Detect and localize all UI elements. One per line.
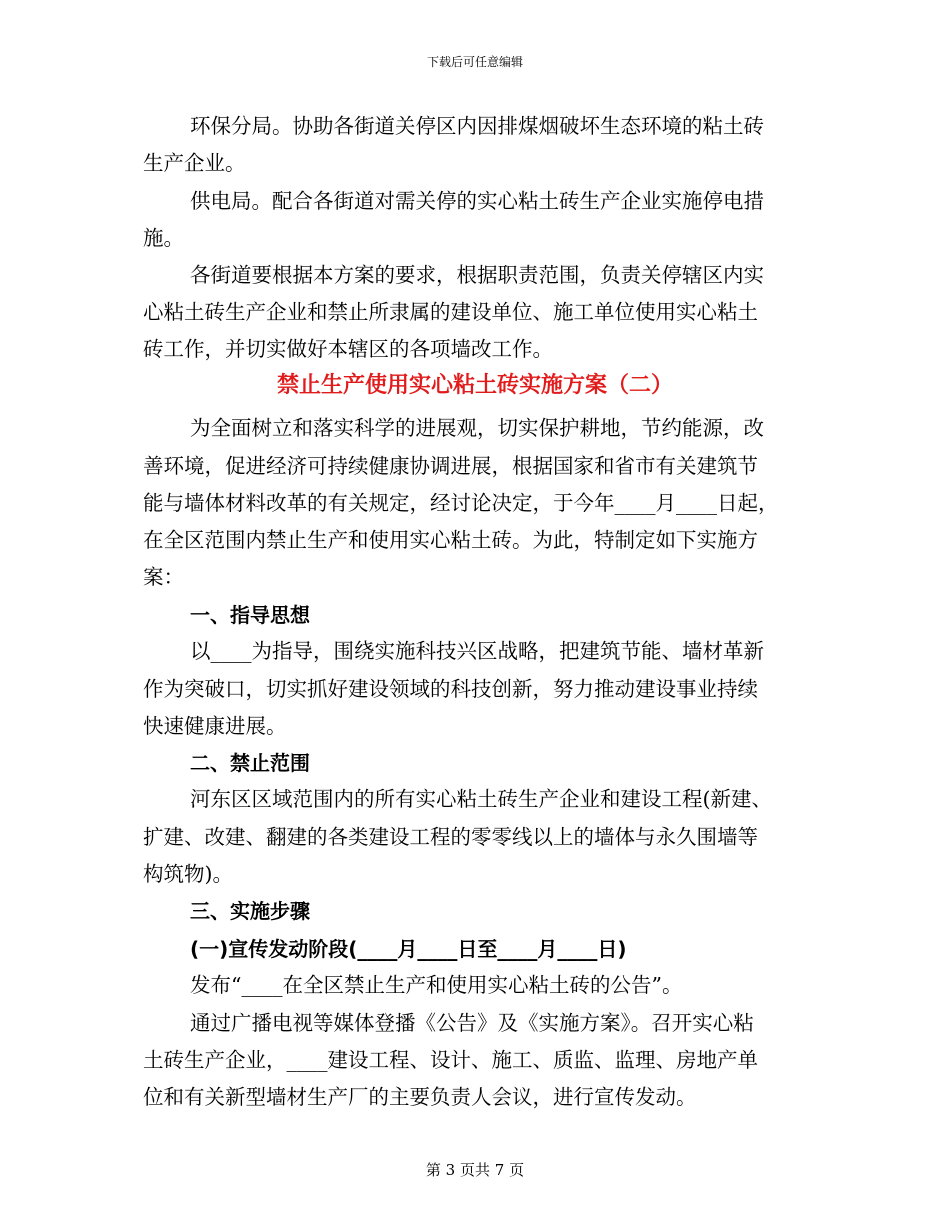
heading-prohibited-scope: 二、禁止范围 [190,751,310,775]
paragraph-line: 心粘土砖生产企业和禁止所隶属的建设单位、施工单位使用实心粘土 [143,300,758,324]
paragraph-line: 各街道要根据本方案的要求，根据职责范围，负责关停辖区内实 [190,263,764,287]
paragraph-line: 河东区区域范围内的所有实心粘土砖生产企业和建设工程(新建、 [190,787,772,811]
paragraph-line: 能与墙体材料改革的有关规定，经讨论决定，于今年____月____日起， [143,491,779,515]
paragraph-line: 案： [143,565,184,589]
paragraph-line: 为全面树立和落实科学的进展观，切实保护耕地，节约能源，改 [190,416,764,440]
paragraph-line: 快速健康进展。 [143,714,287,738]
paragraph-line: 通过广播电视等媒体登播《公告》及《实施方案》。召开实心粘 [190,1011,754,1035]
paragraph-line: 扩建、改建、翻建的各类建设工程的零零线以上的墙体与永久围墙等 [143,825,758,849]
page-header-note: 下载后可任意编辑 [426,55,523,69]
paragraph-line: 发布“____在全区禁止生产和使用实心粘土砖的公告”。 [190,973,683,997]
heading-guiding-thought: 一、指导思想 [190,603,310,627]
paragraph-line: 供电局。配合各街道对需关停的实心粘土砖生产企业实施停电措 [190,189,764,213]
paragraph-line: 作为突破口，切实抓好建设领域的科技创新，努力推动建设事业持续 [143,677,758,701]
heading-publicity-stage: (一)宣传发动阶段(____月____日至____月____日) [190,937,627,961]
paragraph-line: 生产企业。 [143,151,246,175]
paragraph-line: 环保分局。协助各街道关停区内因排煤烟破坏生态环境的粘土砖 [190,114,764,138]
page-number: 第 3 页共 7 页 [425,1161,525,1179]
heading-implementation-steps: 三、实施步骤 [190,899,310,923]
paragraph-line: 构筑物)。 [143,862,233,886]
paragraph-line: 以____为指导，围绕实施科技兴区战略，把建筑节能、墙材革新 [190,639,764,663]
paragraph-line: 位和有关新型墙材生产厂的主要负责人会议，进行宣传发动。 [143,1085,697,1109]
paragraph-line: 土砖生产企业，____建设工程、设计、施工、质监、监理、房地产单 [143,1048,758,1072]
paragraph-line: 砖工作，并切实做好本辖区的各项墙改工作。 [143,337,553,361]
paragraph-line: 在全区范围内禁止生产和使用实心粘土砖。为此，特制定如下实施方 [143,528,758,552]
section-title: 禁止生产使用实心粘土砖实施方案（二） [276,373,673,398]
paragraph-line: 施。 [143,226,184,250]
paragraph-line: 善环境，促进经济可持续健康协调进展，根据国家和省市有关建筑节 [143,454,758,478]
